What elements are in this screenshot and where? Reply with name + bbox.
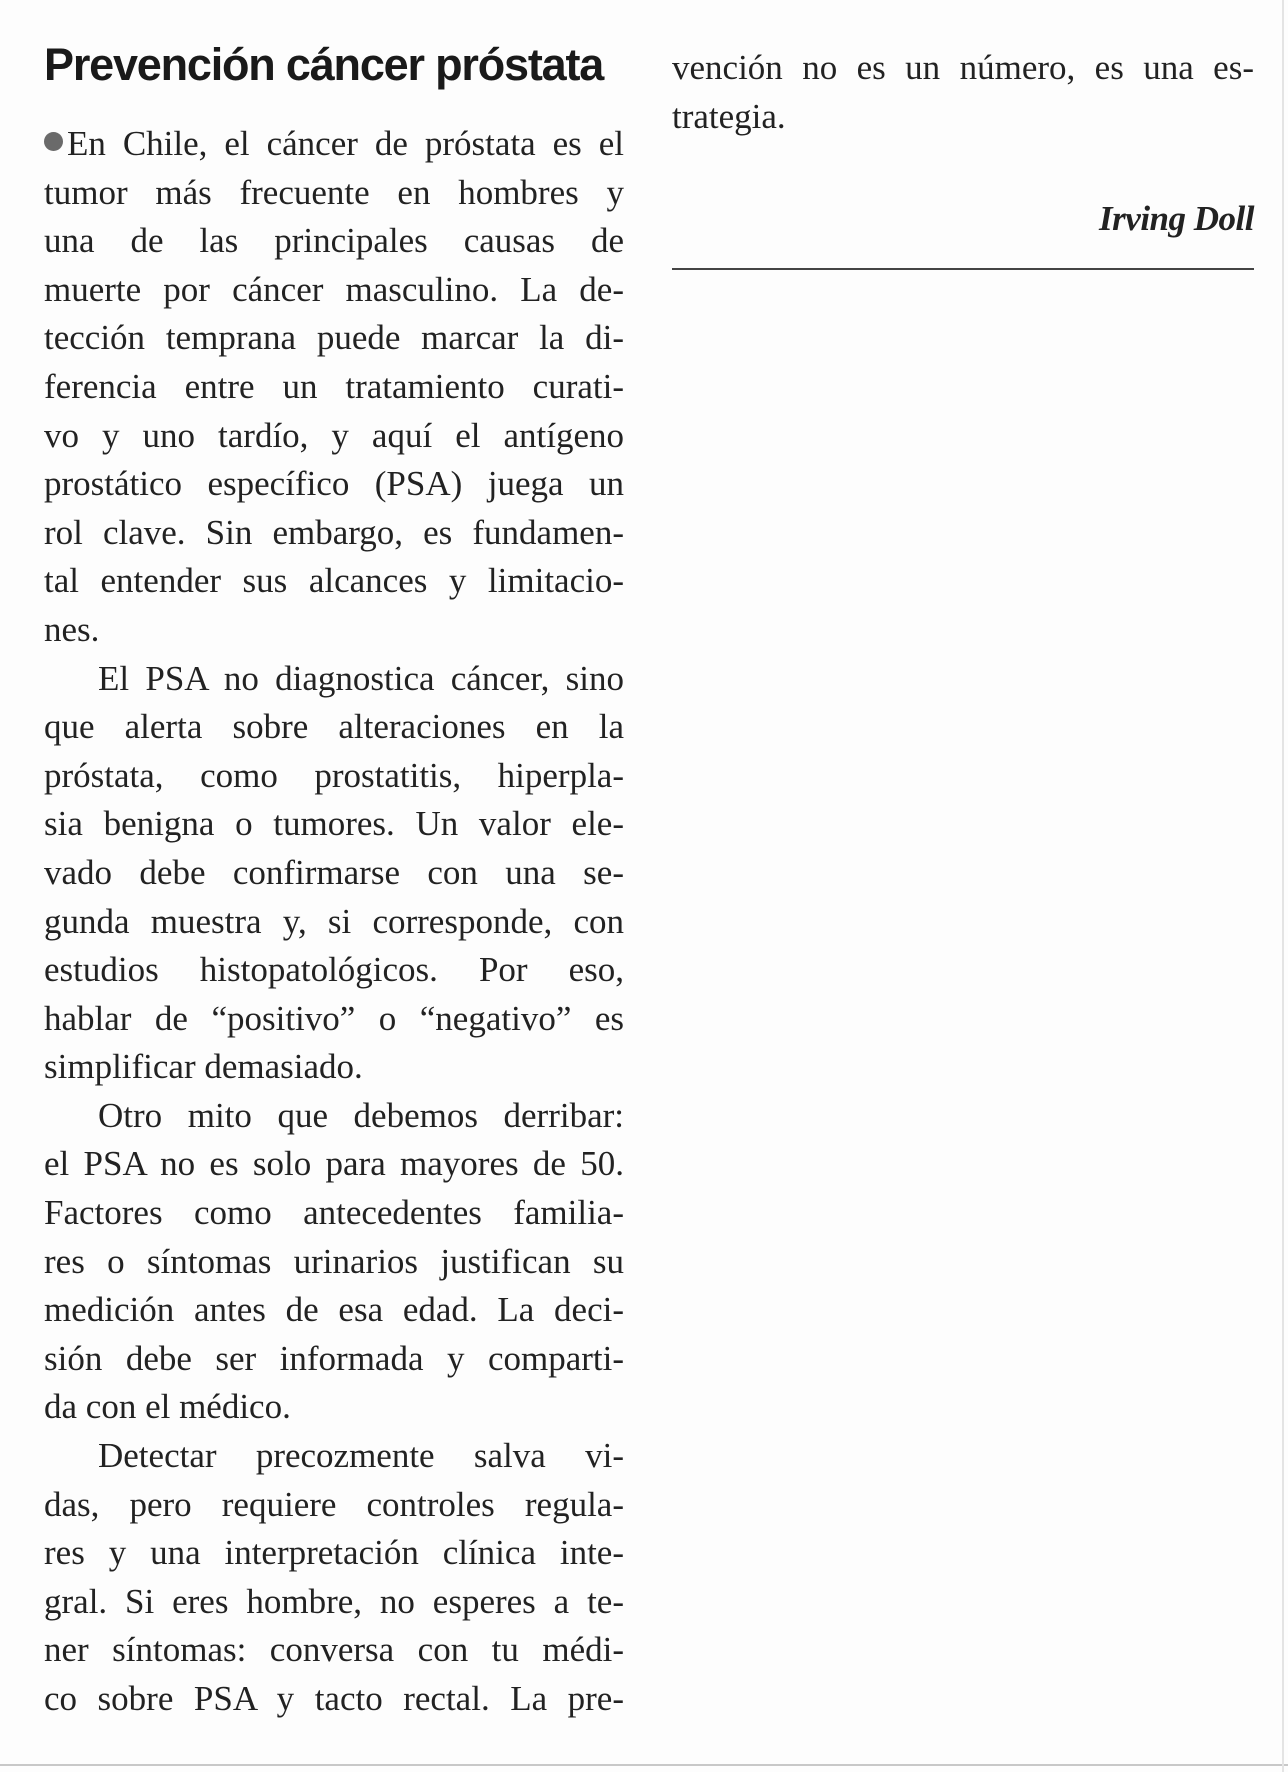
text-line-content: vención no es un número, es una es-	[672, 48, 1254, 87]
page-bottom-rule	[0, 1764, 1288, 1766]
text-line	[44, 898, 624, 947]
text-line	[44, 1529, 624, 1578]
text-line-content: res y una interpretación clínica inte-	[44, 1533, 624, 1573]
text-line-content: Detectar precozmente salva vi-	[98, 1436, 624, 1476]
right-column	[672, 44, 1254, 270]
text-line-content: gunda muestra y, si corresponde, con	[44, 901, 624, 941]
text-line	[44, 606, 624, 655]
text-line	[44, 946, 624, 995]
text-line	[44, 1335, 624, 1384]
text-line-content: Factores como antecedentes familia-	[44, 1193, 624, 1233]
bullet-icon	[44, 132, 63, 151]
text-line-content: trategia.	[672, 96, 786, 136]
article-body-right	[672, 44, 1254, 141]
text-line-content: hablar de “positivo” o “negativo” es	[44, 998, 624, 1038]
text-line	[44, 363, 624, 412]
text-line	[44, 266, 624, 315]
text-line	[44, 1626, 624, 1675]
text-line-content: rol clave. Sin embargo, es fundamen-	[44, 512, 624, 552]
text-line-content: una de las principales causas de	[44, 221, 624, 261]
text-line-content: gral. Si eres hombre, no esperes a te-	[44, 1581, 624, 1621]
text-line	[672, 44, 1254, 93]
text-line	[44, 703, 624, 752]
left-column	[44, 38, 624, 1724]
text-line	[44, 217, 624, 266]
text-line-content: ferencia entre un tratamiento curati-	[44, 366, 624, 406]
text-line-content: res o síntomas urinarios justifican su	[44, 1241, 624, 1281]
text-line	[44, 460, 624, 509]
text-line	[44, 1189, 624, 1238]
text-line-content: tumor más frecuente en hombres y	[44, 172, 624, 212]
text-line	[44, 1286, 624, 1335]
text-line-content: próstata, como prostatitis, hiperpla-	[44, 755, 624, 795]
text-line-content: vo y uno tardío, y aquí el antígeno	[44, 415, 624, 455]
text-line	[44, 314, 624, 363]
text-line	[44, 169, 624, 218]
text-line-content: sia benigna o tumores. Un valor ele-	[44, 804, 624, 844]
text-line	[44, 1043, 624, 1092]
text-line-content: tección temprana puede marcar la di-	[44, 318, 624, 358]
article-body-left	[44, 120, 624, 1724]
article-title: Prevención cáncer próstata	[44, 39, 604, 90]
text-line	[44, 655, 624, 704]
text-line-content: da con el médico.	[44, 1387, 291, 1427]
text-line-content: co sobre PSA y tacto rectal. La pre-	[44, 1679, 624, 1718]
text-line-content: simplificar demasiado.	[44, 1047, 363, 1087]
text-line	[44, 752, 624, 801]
text-line-content: estudios histopatológicos. Por eso,	[44, 950, 624, 990]
text-line-content: tal entender sus alcances y limitacio-	[44, 561, 624, 601]
text-line	[672, 93, 1254, 142]
text-line-content: prostático específico (PSA) juega un	[44, 464, 624, 504]
text-line	[44, 1432, 624, 1481]
text-line	[44, 849, 624, 898]
text-line-content: El PSA no diagnostica cáncer, sino	[98, 658, 624, 698]
text-line-content: nes.	[44, 609, 100, 649]
text-line-content: Otro mito que debemos derribar:	[98, 1095, 624, 1135]
text-line	[44, 1238, 624, 1287]
text-line	[44, 557, 624, 606]
page-right-edge	[1282, 0, 1284, 1772]
text-line	[44, 995, 624, 1044]
text-line	[44, 1578, 624, 1627]
text-line	[44, 509, 624, 558]
text-line-content: sión debe ser informada y comparti-	[44, 1338, 624, 1378]
text-line	[44, 1140, 624, 1189]
text-line	[44, 1675, 624, 1724]
text-line-content: el PSA no es solo para mayores de 50.	[44, 1144, 624, 1184]
text-line	[44, 1092, 624, 1141]
text-line-content: vado debe confirmarse con una se-	[44, 852, 624, 892]
text-line	[44, 1481, 624, 1530]
text-line-content: medición antes de esa edad. La deci-	[44, 1290, 624, 1330]
text-line-content: En Chile, el cáncer de próstata es el	[67, 124, 624, 163]
text-line-content: que alerta sobre alteraciones en la	[44, 707, 624, 747]
text-line-content: ner síntomas: conversa con tu médi-	[44, 1630, 624, 1670]
author-signature: Irving Doll	[1099, 199, 1254, 239]
text-line	[44, 412, 624, 461]
text-line-content: das, pero requiere controles regula-	[44, 1484, 624, 1524]
column-divider	[672, 268, 1254, 270]
text-line	[44, 120, 624, 169]
text-line-content: muerte por cáncer masculino. La de-	[44, 269, 624, 309]
text-line	[44, 1383, 624, 1432]
text-line	[44, 800, 624, 849]
